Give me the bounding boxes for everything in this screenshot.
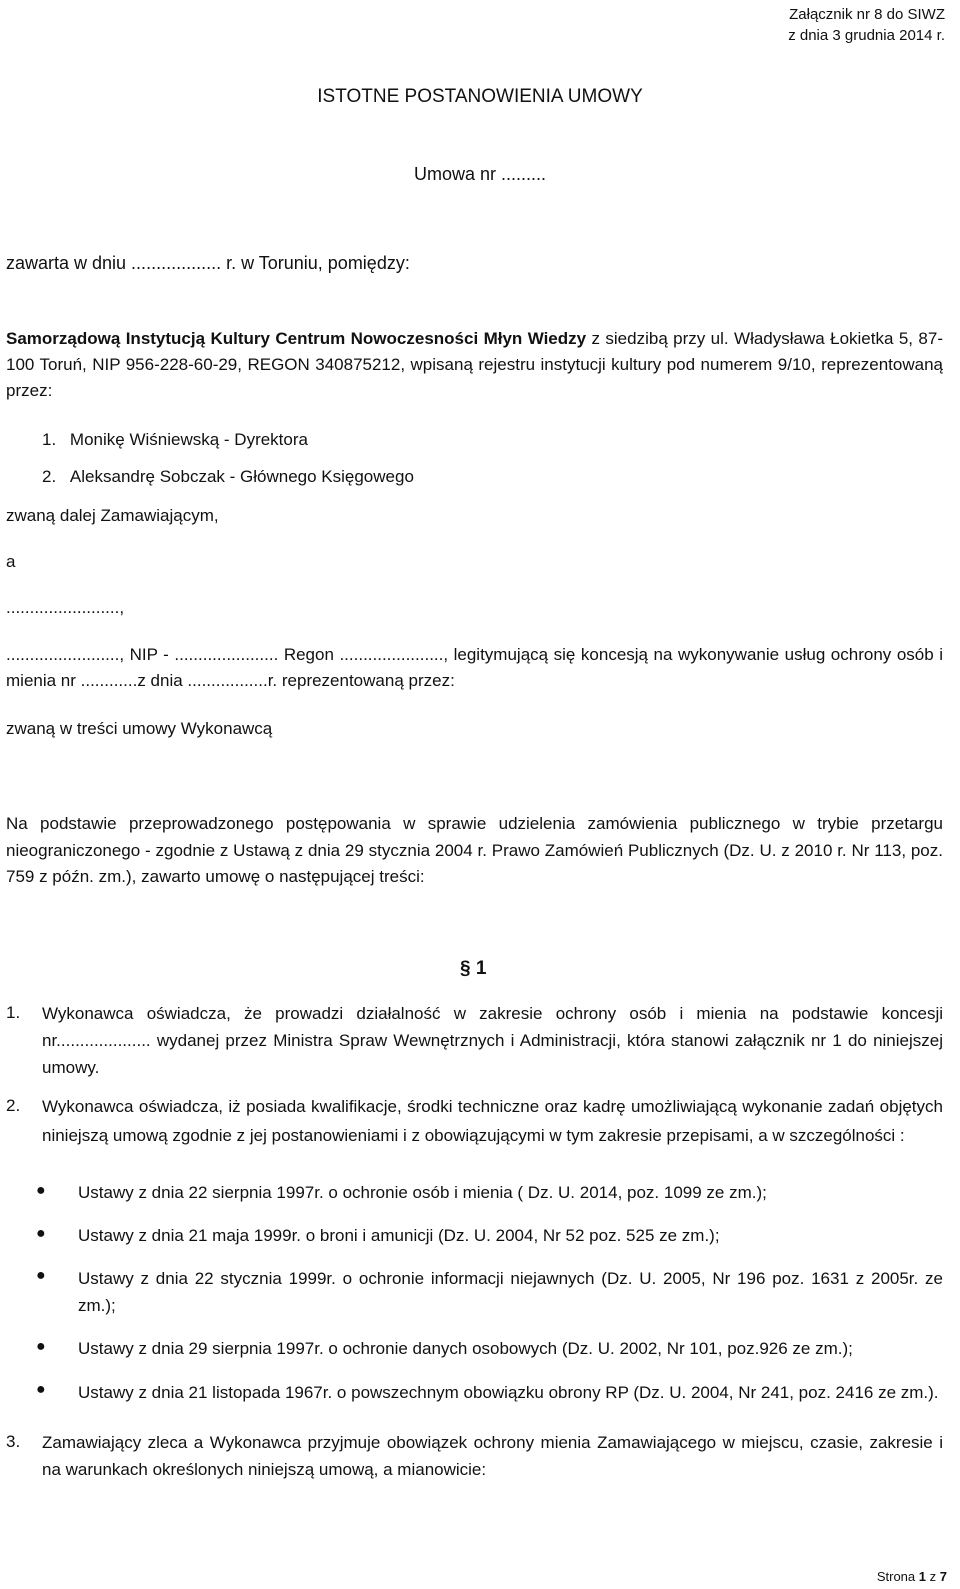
party1-name: Samorządową Instytucją Kultury Centrum Nowoczesności Młyn Wiedzy	[6, 329, 587, 348]
footer-page: 1	[918, 1569, 927, 1584]
attachment-header	[788, 4, 945, 46]
page-footer	[877, 1569, 947, 1584]
law-text: Ustawy z dnia 29 sierpnia 1997r. o ochronie danych osobowych (Dz. U. 2002, Nr 101, poz.926 ze zm.);	[78, 1339, 853, 1358]
preamble: Na podstawie przeprowadzonego postępowania w sprawie udzielenia zamówienia publicznego w trybie przetargu nieograniczonego - zgodnie z Ustawą z dnia 29 stycznia 2004 r. Prawo Zamówień Publicznych (Dz. U. z 2010 r. Nr 113, poz. 759 z późn. zm.), zawarto umowę o następującej treści:	[6, 814, 943, 886]
item-3	[6, 1429, 943, 1483]
representative-1	[42, 427, 308, 453]
party2-called: zwaną w treści umowy Wykonawcą	[6, 719, 273, 738]
bullet-icon: ●	[36, 1267, 46, 1284]
item-2	[6, 1093, 943, 1150]
bullet-icon: ●	[36, 1182, 46, 1199]
party2-details: ........................, NIP - ...................... Regon ......................, legitymującą się koncesją na wykonywanie usług ochrony osób i mienia nr ............z dnia .................r. reprezentowaną przez:	[6, 645, 943, 690]
item-2-num: 2.	[6, 1096, 21, 1115]
footer-total: 7	[939, 1569, 947, 1584]
footer-of: z	[929, 1569, 937, 1584]
item-3-text: Zamawiający zleca a Wykonawca przyjmuje obowiązek ochrony mienia Zamawiającego w miejscu, czasie, zakresie i na warunkach określonych niniejszą umową, a mianowicie:	[42, 1433, 943, 1479]
section-sign: §	[460, 958, 471, 979]
attachment-date: z dnia 3 grudnia 2014 r.	[788, 27, 945, 44]
item-1-num: 1.	[6, 1003, 21, 1022]
bullet-icon: ●	[36, 1338, 46, 1355]
item-1-text: Wykonawca oświadcza, że prowadzi działalność w zakresie ochrony osób i mienia na podstawie koncesji nr.................... wydanej przez Ministra Spraw Wewnętrznych i Administracji, która stanowi załącznik nr 1 do niniejszej umowy.	[42, 1004, 943, 1077]
section-heading	[460, 958, 486, 980]
item-1	[6, 1000, 943, 1081]
item-2-text: Wykonawca oświadcza, iż posiada kwalifikacje, środki techniczne oraz kadrę umożliwiającą wykonanie zadań objętych niniejszą umową zgodnie z jej postanowieniami i z obowiązującymi w tym zakresie przepisami, a w szczególności :	[42, 1097, 943, 1145]
law-text: Ustawy z dnia 22 sierpnia 1997r. o ochronie osób i mienia ( Dz. U. 2014, poz. 1099 ze zm.);	[78, 1183, 767, 1202]
representative-1-text: Monikę Wiśniewską - Dyrektora	[69, 430, 308, 449]
contract-number: Umowa nr .........	[413, 164, 547, 184]
item-3-num: 3.	[6, 1432, 21, 1451]
attachment-label: Załącznik nr 8 do SIWZ	[789, 6, 945, 23]
document-title: ISTOTNE POSTANOWIENIA UMOWY	[317, 86, 643, 107]
representative-2	[42, 464, 414, 490]
law-text: Ustawy z dnia 22 stycznia 1999r. o ochronie informacji niejawnych (Dz. U. 2005, Nr 196 poz. 1631 z 2005r. ze zm.);	[78, 1269, 943, 1315]
footer-label: Strona	[876, 1569, 916, 1584]
representative-2-text: Aleksandrę Sobczak - Głównego Księgowego	[69, 467, 414, 486]
law-text: Ustawy z dnia 21 maja 1999r. o broni i amunicji (Dz. U. 2004, Nr 52 poz. 525 ze zm.);	[78, 1226, 720, 1245]
party1-called: zwaną dalej Zamawiającym,	[6, 506, 219, 525]
concluded-line: zawarta w dniu .................. r. w Toruniu, pomiędzy:	[6, 253, 410, 273]
bullet-icon: ●	[36, 1381, 46, 1398]
representative-1-num: 1.	[42, 430, 57, 449]
and-word: a	[6, 552, 16, 571]
party1-details: z siedzibą przy ul. Władysława Łokietka 5, 87-100 Toruń, NIP 956-228-60-29, REGON 340875212, wpisaną rejestru instytucji kultury pod numerem 9/10, reprezentowaną przez:	[6, 329, 943, 400]
party2-line1: ........................,	[6, 598, 125, 617]
bullet-icon: ●	[36, 1225, 46, 1242]
law-text: Ustawy z dnia 21 listopada 1967r. o powszechnym obowiązku obrony RP (Dz. U. 2004, Nr 241, poz. 2416 ze zm.).	[78, 1383, 939, 1402]
section-number: 1	[475, 958, 487, 979]
party1-paragraph	[6, 326, 943, 404]
representative-2-num: 2.	[42, 467, 57, 486]
